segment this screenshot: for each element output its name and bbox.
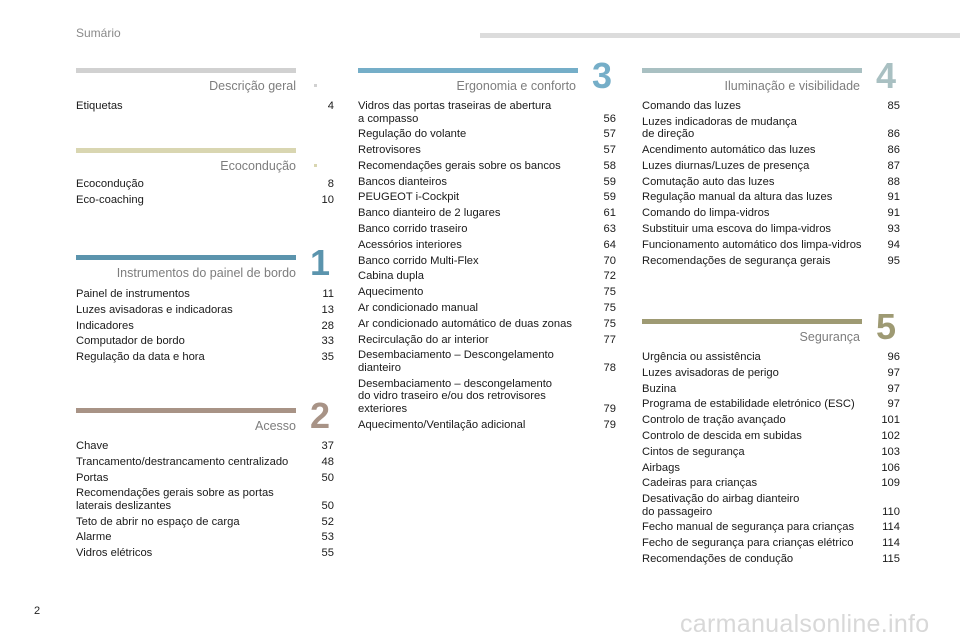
toc-entry[interactable] (76, 304, 334, 317)
toc-entry[interactable] (358, 270, 616, 283)
toc-entry-page: 85 (887, 100, 900, 112)
toc-entry[interactable] (358, 128, 616, 141)
toc-entry-page: 97 (887, 382, 900, 395)
toc-entry[interactable] (358, 318, 616, 331)
toc-entry-page: 59 (603, 191, 616, 204)
toc-entry[interactable] (642, 553, 900, 566)
toc-entry[interactable] (642, 383, 900, 396)
toc-entry-page: 86 (887, 144, 900, 157)
toc-entry-page: 79 (603, 418, 616, 431)
toc-entry[interactable] (358, 160, 616, 173)
toc-entry[interactable] (358, 255, 616, 268)
toc-entry-page: 75 (603, 286, 616, 299)
toc-entry-page: 75 (603, 302, 616, 315)
section-title: Segurança (799, 330, 860, 344)
toc-entry[interactable] (76, 288, 334, 301)
toc-entry[interactable] (76, 456, 334, 469)
toc-entry-page: 97 (887, 366, 900, 379)
toc-entry-page: 91 (887, 191, 900, 204)
toc-entry-title: Bancos dianteiros (358, 175, 447, 188)
toc-entry-title: Regulação da data e hora (76, 351, 205, 364)
toc-entry[interactable] (642, 176, 900, 189)
toc-entry-title: Recomendações gerais sobre os bancos (358, 159, 561, 172)
toc-entry-page: 56 (603, 112, 616, 125)
toc-entry-page: 87 (887, 159, 900, 172)
section-bar (76, 408, 296, 413)
toc-entry-title: Banco corrido traseiro (358, 223, 468, 236)
toc-entry-page: 57 (603, 128, 616, 141)
toc-entry-page: 114 (882, 537, 900, 550)
toc-entry-title: Teto de abrir no espaço de carga (76, 515, 240, 528)
toc-entry[interactable] (358, 302, 616, 315)
toc-entry-page: 63 (603, 223, 616, 236)
toc-entry-title: Desembaciamento – Descongelamento dianteiro (358, 349, 554, 374)
toc-entry-page: 78 (603, 361, 616, 374)
toc-entry[interactable] (642, 223, 900, 236)
toc-entry-page: 13 (321, 303, 334, 316)
section-title: Descrição geral (209, 79, 296, 93)
toc-entry-title: Acendimento automático das luzes (642, 144, 816, 157)
toc-entry-title: Aquecimento (358, 286, 424, 299)
toc-entry-page: 70 (603, 254, 616, 267)
watermark: carmanualsonline.info (680, 610, 930, 638)
toc-entry-page: 8 (327, 178, 334, 190)
toc-entry-page: 95 (887, 254, 900, 267)
toc-entry-title: Chave (76, 440, 109, 452)
toc-entry-title: Programa de estabilidade eletrónico (ESC) (642, 398, 855, 411)
section-bar (76, 148, 296, 153)
toc-entry-page: 33 (321, 335, 334, 348)
toc-entry[interactable] (358, 378, 616, 416)
section-title: Ecocondução (220, 159, 296, 173)
toc-entry[interactable] (358, 334, 616, 347)
section-bar (642, 319, 862, 324)
toc-entry[interactable] (76, 335, 334, 348)
toc-entry-page: 61 (603, 207, 616, 220)
toc-entry-title: Recomendações gerais sobre as portas laterais deslizantes (76, 487, 274, 512)
toc-entry[interactable] (76, 472, 334, 485)
toc-entry-page: 96 (887, 351, 900, 363)
toc-entry-page: 86 (887, 128, 900, 141)
toc-entry-page: 10 (321, 193, 334, 206)
toc-entry-title: Recirculação do ar interior (358, 333, 489, 346)
toc-entry-page: 94 (887, 238, 900, 251)
entries-list (76, 440, 334, 563)
toc-entry[interactable] (642, 537, 900, 550)
toc-entry-title: Indicadores (76, 319, 134, 332)
toc-entry[interactable] (358, 207, 616, 220)
toc-entry-title: Comando do limpa-vidros (642, 207, 770, 220)
toc-entry[interactable] (642, 351, 900, 364)
toc-entry[interactable] (358, 100, 616, 125)
section-number: 1 (310, 242, 331, 283)
section-number: 3 (592, 55, 613, 96)
toc-entry[interactable] (76, 320, 334, 333)
toc-entry-title: Urgência ou assistência (642, 351, 761, 363)
toc-entry[interactable] (76, 351, 334, 364)
toc-entry-page: 37 (321, 440, 334, 452)
toc-entry-title: Fecho manual de segurança para crianças (642, 521, 855, 534)
toc-entry[interactable] (642, 367, 900, 380)
entries-list (642, 351, 900, 569)
toc-entry-page: 59 (603, 175, 616, 188)
toc-entry-page: 58 (603, 159, 616, 172)
toc-entry-title: Buzina (642, 382, 677, 395)
section-bar (358, 68, 578, 73)
toc-entry-page: 57 (603, 144, 616, 157)
page-number: 2 (34, 605, 41, 617)
toc-entry-page: 4 (327, 100, 334, 112)
toc-entry[interactable] (642, 255, 900, 268)
toc-entry[interactable] (76, 178, 334, 191)
entries-list (76, 178, 334, 210)
toc-entry[interactable] (642, 191, 900, 204)
toc-entry[interactable] (358, 144, 616, 157)
toc-entry[interactable] (76, 516, 334, 529)
section-title: Ergonomia e conforto (456, 79, 576, 93)
toc-entry-title: Aquecimento/Ventilação adicional (358, 418, 526, 431)
toc-entry[interactable] (642, 430, 900, 443)
section-bar (76, 68, 296, 73)
toc-entry[interactable] (642, 414, 900, 427)
toc-entry-title: Regulação do volante (358, 128, 467, 141)
toc-entry-page: 64 (603, 238, 616, 251)
section-number: 5 (876, 306, 897, 347)
toc-entry[interactable] (358, 176, 616, 189)
toc-entry-page: 53 (321, 531, 334, 544)
toc-entry-title: Vidros das portas traseiras de abertura a compasso (358, 100, 552, 125)
toc-entry[interactable] (76, 100, 334, 113)
toc-entry-title: Comando das luzes (642, 100, 741, 112)
entries-list (76, 100, 334, 116)
toc-entry-title: Comutação auto das luzes (642, 175, 775, 188)
toc-entry-title: Recomendações de segurança gerais (642, 254, 831, 267)
toc-entry-title: Luzes avisadoras e indicadoras (76, 303, 233, 316)
toc-entry-page: 114 (882, 521, 900, 534)
toc-entry-page: 48 (321, 455, 334, 468)
header-bar (480, 33, 960, 38)
toc-entry-title: Ar condicionado manual (358, 302, 479, 315)
toc-entry-title: Banco corrido Multi-Flex (358, 254, 479, 267)
toc-entry-title: Acessórios interiores (358, 238, 462, 251)
toc-entry-title: Luzes diurnas/Luzes de presença (642, 159, 810, 172)
section-bar (642, 68, 862, 73)
toc-entry-title: Ecocondução (76, 178, 144, 190)
toc-entry[interactable] (642, 462, 900, 475)
toc-entry-title: Retrovisores (358, 144, 421, 157)
toc-entry[interactable] (642, 398, 900, 411)
toc-entry-title: Luzes indicadoras de mudança de direção (642, 115, 797, 141)
toc-entry-title: Cadeiras para crianças (642, 477, 758, 490)
toc-entry-page: 97 (887, 398, 900, 411)
toc-entry[interactable] (76, 547, 334, 560)
toc-entry-page: 35 (321, 351, 334, 364)
toc-entry-title: Eco-coaching (76, 193, 144, 206)
toc-entry[interactable] (642, 116, 900, 141)
toc-entry[interactable] (358, 286, 616, 299)
toc-entry-title: Portas (76, 471, 109, 484)
toc-entry[interactable] (642, 144, 900, 157)
toc-entry-page: 75 (603, 317, 616, 330)
toc-entry-page: 110 (882, 505, 900, 518)
toc-entry-page: 79 (603, 402, 616, 415)
toc-entry-page: 93 (887, 223, 900, 236)
toc-entry-title: Alarme (76, 531, 112, 544)
toc-entry[interactable] (358, 191, 616, 204)
toc-entry-page: 55 (321, 547, 334, 560)
section-title: Iluminação e visibilidade (724, 79, 860, 93)
toc-entry-title: Vidros elétricos (76, 547, 153, 560)
page-header-title: Sumário (76, 26, 121, 40)
toc-entry-title: Controlo de tração avançado (642, 414, 786, 427)
toc-entry[interactable] (358, 349, 616, 374)
toc-entry[interactable] (76, 531, 334, 544)
toc-entry-page: 28 (321, 319, 334, 332)
toc-entry-title: Etiquetas (76, 100, 123, 112)
toc-entry-title: Desembaciamento – descongelamento do vidro traseiro e/ou dos retrovisores exteriores (358, 377, 553, 415)
toc-entry[interactable] (358, 419, 616, 432)
toc-entry-page: 50 (321, 499, 334, 512)
toc-entry-page: 77 (603, 333, 616, 346)
toc-entry[interactable] (76, 440, 334, 453)
section-number: 4 (876, 55, 897, 96)
toc-entry-page: 91 (887, 207, 900, 220)
toc-entry-title: Luzes avisadoras de perigo (642, 366, 779, 379)
toc-entry[interactable] (642, 100, 900, 113)
toc-entry[interactable] (358, 239, 616, 252)
toc-entry-page: 103 (881, 445, 900, 458)
toc-entry[interactable] (642, 521, 900, 534)
toc-entry-title: PEUGEOT i-Cockpit (358, 191, 460, 204)
toc-entry-title: Controlo de descida em subidas (642, 429, 802, 442)
section-marker (314, 84, 317, 87)
toc-entry-page: 88 (887, 175, 900, 188)
toc-entry-title: Ar condicionado automático de duas zonas (358, 317, 572, 330)
toc-entry-page: 11 (322, 288, 334, 300)
entries-list (642, 100, 900, 270)
toc-entry-page: 50 (321, 471, 334, 484)
toc-entry-title: Cabina dupla (358, 270, 424, 283)
toc-entry[interactable] (642, 160, 900, 173)
section-title: Acesso (255, 419, 296, 433)
section-title: Instrumentos do painel de bordo (116, 266, 296, 280)
toc-entry-page: 52 (321, 515, 334, 528)
toc-entry-title: Cintos de segurança (642, 445, 745, 458)
toc-entry-page: 72 (603, 270, 616, 283)
toc-entry-page: 109 (881, 477, 900, 490)
toc-entry[interactable] (358, 223, 616, 236)
toc-entry[interactable] (642, 239, 900, 252)
toc-entry[interactable] (642, 493, 900, 518)
toc-entry-title: Substituir uma escova do limpa-vidros (642, 223, 832, 236)
entries-list (358, 100, 616, 434)
toc-entry[interactable] (642, 446, 900, 459)
entries-list (76, 288, 334, 367)
toc-entry[interactable] (76, 487, 334, 512)
toc-entry-title: Desativação do airbag dianteiro do passageiro (642, 493, 800, 518)
toc-entry-title: Recomendações de condução (642, 553, 794, 566)
toc-entry-page: 115 (882, 553, 900, 566)
toc-entry-title: Fecho de segurança para crianças elétrico (642, 537, 854, 550)
toc-entry-title: Painel de instrumentos (76, 288, 190, 300)
toc-entry-page: 102 (881, 429, 900, 442)
toc-entry-title: Computador de bordo (76, 335, 185, 348)
toc-entry-title: Regulação manual da altura das luzes (642, 191, 833, 204)
toc-entry-page: 101 (881, 414, 900, 427)
section-number: 2 (310, 395, 331, 436)
toc-entry-title: Funcionamento automático dos limpa-vidros (642, 238, 862, 251)
toc-entry-title: Trancamento/destrancamento centralizado (76, 455, 289, 468)
toc-entry[interactable] (642, 477, 900, 490)
toc-entry[interactable] (642, 207, 900, 220)
toc-entry[interactable] (76, 194, 334, 207)
toc-entry-title: Airbags (642, 461, 680, 474)
section-marker (314, 164, 317, 167)
toc-entry-title: Banco dianteiro de 2 lugares (358, 207, 501, 220)
section-bar (76, 255, 296, 260)
toc-entry-page: 106 (881, 461, 900, 474)
